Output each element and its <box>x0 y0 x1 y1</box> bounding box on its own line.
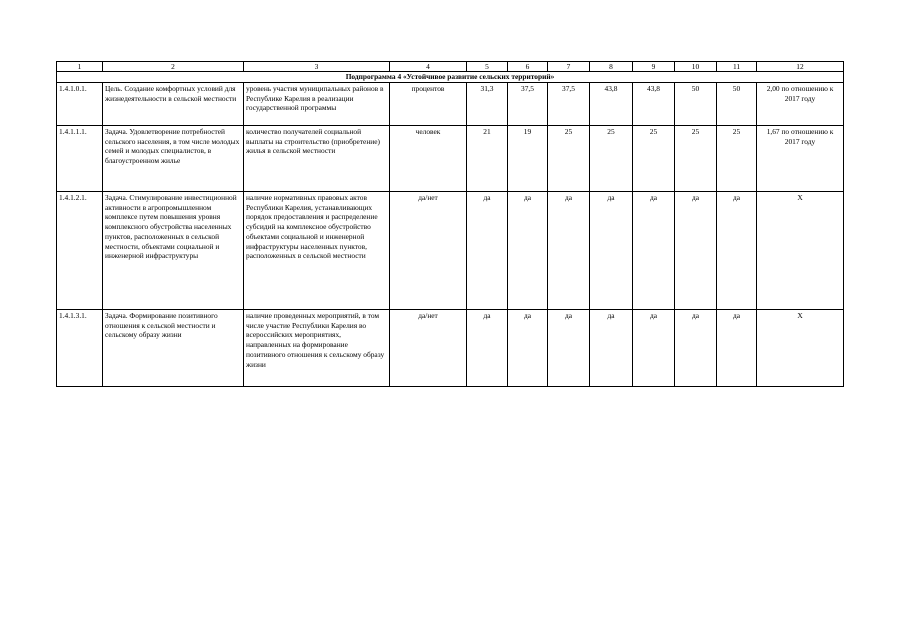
row-value: 25 <box>717 126 757 192</box>
column-number-row <box>57 62 844 72</box>
row-value: 25 <box>633 126 675 192</box>
row-unit: да/нет <box>390 310 467 387</box>
row-value: да <box>548 192 590 310</box>
subprogram-row <box>57 72 844 83</box>
row-value: да <box>467 310 508 387</box>
column-number: 10 <box>675 62 717 72</box>
row-code: 1.4.1.2.1. <box>57 192 103 310</box>
column-number: 3 <box>244 62 390 72</box>
row-task: Задача. Удовлетворение потребностей сельского населения, в том числе молодых семей и молодых специалистов, в благоустроенном жилье <box>103 126 244 192</box>
row-note: 1,67 по отношению к 2017 году <box>757 126 844 192</box>
indicators-table <box>56 61 844 387</box>
column-number: 1 <box>57 62 103 72</box>
row-value: 21 <box>467 126 508 192</box>
row-indicator: наличие нормативных правовых актов Республики Карелия, устанавливающих порядок предоставления и распределение субсидий на комплексное обустройство объектами социальной и инженерной инфраструктуры населенных пунктов, расположенных в сельской местности <box>244 192 390 310</box>
table-row <box>57 83 844 126</box>
row-unit: да/нет <box>390 192 467 310</box>
row-value: 31,3 <box>467 83 508 126</box>
row-task: Задача. Стимулирование инвестиционной активности в агропромышленном комплексе путем повышения уровня комплексного обустройства населенных пунктов, расположенных в сельской местности, объектами социальной и инженерной инфраструктуры <box>103 192 244 310</box>
row-task: Цель. Создание комфортных условий для жизнедеятельности в сельской местности <box>103 83 244 126</box>
row-value: да <box>633 192 675 310</box>
row-note: 2,00 по отношению к 2017 году <box>757 83 844 126</box>
row-value: 50 <box>675 83 717 126</box>
column-number: 8 <box>590 62 633 72</box>
row-indicator: уровень участия муниципальных районов в Республике Карелия в реализации государственной программы <box>244 83 390 126</box>
row-value: да <box>590 192 633 310</box>
row-value: 19 <box>508 126 548 192</box>
column-number: 11 <box>717 62 757 72</box>
row-value: 43,8 <box>590 83 633 126</box>
row-unit: человек <box>390 126 467 192</box>
row-value: 25 <box>548 126 590 192</box>
row-value: 50 <box>717 83 757 126</box>
column-number: 12 <box>757 62 844 72</box>
row-task: Задача. Формирование позитивного отношения к сельской местности и сельскому образу жизни <box>103 310 244 387</box>
table-row <box>57 310 844 387</box>
column-number: 4 <box>390 62 467 72</box>
row-value: 25 <box>590 126 633 192</box>
row-value: да <box>675 310 717 387</box>
table-row <box>57 192 844 310</box>
row-code: 1.4.1.3.1. <box>57 310 103 387</box>
column-number: 6 <box>508 62 548 72</box>
column-number: 5 <box>467 62 508 72</box>
row-code: 1.4.1.1.1. <box>57 126 103 192</box>
row-value: да <box>508 310 548 387</box>
row-note: X <box>757 310 844 387</box>
row-value: да <box>717 310 757 387</box>
row-value: да <box>633 310 675 387</box>
row-value: да <box>467 192 508 310</box>
row-value: да <box>590 310 633 387</box>
column-number: 7 <box>548 62 590 72</box>
row-value: 43,8 <box>633 83 675 126</box>
column-number: 2 <box>103 62 244 72</box>
row-value: 37,5 <box>548 83 590 126</box>
row-code: 1.4.1.0.1. <box>57 83 103 126</box>
column-number: 9 <box>633 62 675 72</box>
row-indicator: количество получателей социальной выплаты на строительство (приобретение) жилья в сельской местности <box>244 126 390 192</box>
row-value: да <box>548 310 590 387</box>
row-value: 37,5 <box>508 83 548 126</box>
row-value: да <box>508 192 548 310</box>
row-unit: процентов <box>390 83 467 126</box>
subprogram-title: Подпрограмма 4 «Устойчивое развитие сельских территорий» <box>57 72 844 83</box>
row-value: да <box>675 192 717 310</box>
row-indicator: наличие проведенных мероприятий, в том числе участие Республики Карелия во всероссийских мероприятиях, направленных на формирование позитивного отношения к сельскому образу жизни <box>244 310 390 387</box>
row-value: 25 <box>675 126 717 192</box>
row-value: да <box>717 192 757 310</box>
table-row <box>57 126 844 192</box>
row-note: X <box>757 192 844 310</box>
